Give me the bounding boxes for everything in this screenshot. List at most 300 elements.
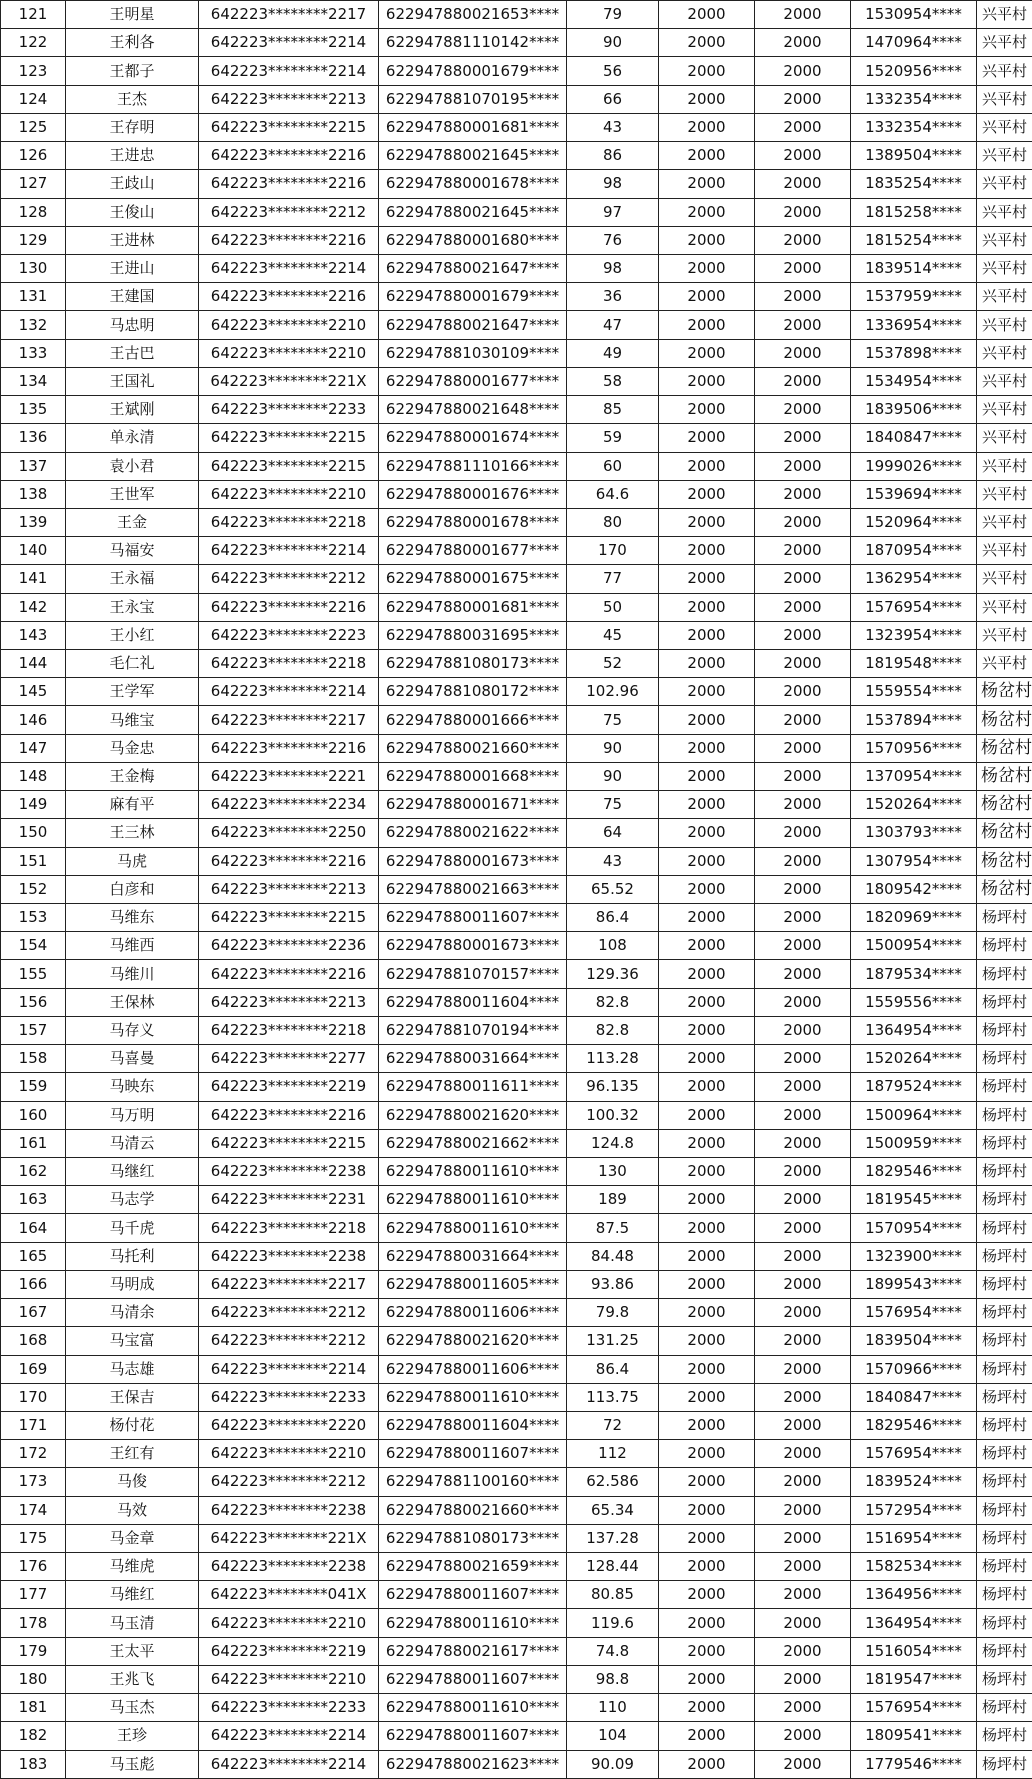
area-cell: 102.96 — [567, 678, 659, 706]
bank-account-cell: 622947880021648**** — [379, 396, 567, 424]
bank-account-cell: 622947881070194**** — [379, 1016, 567, 1044]
phone-cell: 1332354**** — [851, 85, 977, 113]
row-number: 181 — [1, 1694, 66, 1722]
village-cell: 兴平村 — [977, 198, 1032, 226]
row-number: 135 — [1, 396, 66, 424]
name-cell: 王建国 — [66, 283, 199, 311]
name-cell: 王红有 — [66, 1440, 199, 1468]
bank-account-cell: 622947880021647**** — [379, 254, 567, 282]
area-cell: 189 — [567, 1186, 659, 1214]
area-cell: 49 — [567, 339, 659, 367]
amount-cell: 2000 — [659, 932, 755, 960]
id-number-cell: 642223********2214 — [199, 678, 379, 706]
name-cell: 马金章 — [66, 1524, 199, 1552]
area-cell: 98 — [567, 254, 659, 282]
amount-cell: 2000 — [659, 1637, 755, 1665]
id-number-cell: 642223********2213 — [199, 988, 379, 1016]
phone-cell: 1332354**** — [851, 113, 977, 141]
id-number-cell: 642223********2218 — [199, 1214, 379, 1242]
phone-cell: 1870954**** — [851, 537, 977, 565]
area-cell: 52 — [567, 650, 659, 678]
bank-account-cell: 622947880011604**** — [379, 1411, 567, 1439]
area-cell: 47 — [567, 311, 659, 339]
bank-account-cell: 622947880021653**** — [379, 1, 567, 29]
row-number: 183 — [1, 1750, 66, 1778]
name-cell: 马维红 — [66, 1581, 199, 1609]
phone-cell: 1840847**** — [851, 1383, 977, 1411]
id-number-cell: 642223********2216 — [199, 283, 379, 311]
id-number-cell: 642223********2216 — [199, 593, 379, 621]
bank-account-cell: 622947880011607**** — [379, 1440, 567, 1468]
bank-account-cell: 622947880021663**** — [379, 875, 567, 903]
amount-cell: 2000 — [659, 57, 755, 85]
area-cell: 110 — [567, 1694, 659, 1722]
row-number: 170 — [1, 1383, 66, 1411]
bank-account-cell: 622947880011610**** — [379, 1694, 567, 1722]
id-number-cell: 642223********2210 — [199, 1609, 379, 1637]
village-cell: 杨坪村 — [977, 1101, 1032, 1129]
village-cell: 杨坪村 — [977, 904, 1032, 932]
amount-cell: 2000 — [659, 452, 755, 480]
amount-cell: 2000 — [755, 1524, 851, 1552]
id-number-cell: 642223********2210 — [199, 1440, 379, 1468]
name-cell: 马玉杰 — [66, 1694, 199, 1722]
phone-cell: 1840847**** — [851, 424, 977, 452]
table-row — [1, 1242, 1032, 1270]
village-cell: 杨坪村 — [977, 988, 1032, 1016]
row-number: 168 — [1, 1327, 66, 1355]
table-row — [1, 537, 1032, 565]
amount-cell: 2000 — [659, 113, 755, 141]
amount-cell: 2000 — [755, 1750, 851, 1778]
amount-cell: 2000 — [659, 1553, 755, 1581]
village-cell: 兴平村 — [977, 537, 1032, 565]
bank-account-cell: 622947880021645**** — [379, 198, 567, 226]
phone-cell: 1819548**** — [851, 650, 977, 678]
phone-cell: 1809542**** — [851, 875, 977, 903]
name-cell: 王学军 — [66, 678, 199, 706]
amount-cell: 2000 — [755, 932, 851, 960]
amount-cell: 2000 — [755, 1101, 851, 1129]
bank-account-cell: 622947880011610**** — [379, 1609, 567, 1637]
village-cell: 杨坪村 — [977, 1581, 1032, 1609]
row-number: 179 — [1, 1637, 66, 1665]
name-cell: 王世军 — [66, 480, 199, 508]
village-cell: 杨岔村 — [977, 875, 1032, 903]
id-number-cell: 642223********2216 — [199, 142, 379, 170]
amount-cell: 2000 — [755, 1609, 851, 1637]
table-row — [1, 1045, 1032, 1073]
table-row — [1, 1694, 1032, 1722]
village-cell: 兴平村 — [977, 283, 1032, 311]
village-cell: 杨坪村 — [977, 960, 1032, 988]
phone-cell: 1323954**** — [851, 621, 977, 649]
amount-cell: 2000 — [659, 1750, 755, 1778]
village-cell: 杨岔村 — [977, 819, 1032, 847]
amount-cell: 2000 — [659, 1383, 755, 1411]
row-number: 124 — [1, 85, 66, 113]
table-row — [1, 339, 1032, 367]
table-row — [1, 198, 1032, 226]
id-number-cell: 642223********2210 — [199, 1665, 379, 1693]
id-number-cell: 642223********2217 — [199, 1270, 379, 1298]
amount-cell: 2000 — [659, 1270, 755, 1298]
table-row — [1, 508, 1032, 536]
phone-cell: 1879534**** — [851, 960, 977, 988]
amount-cell: 2000 — [659, 311, 755, 339]
amount-cell: 2000 — [659, 1157, 755, 1185]
amount-cell: 2000 — [659, 762, 755, 790]
area-cell: 79 — [567, 1, 659, 29]
amount-cell: 2000 — [755, 396, 851, 424]
phone-cell: 1539694**** — [851, 480, 977, 508]
village-cell: 杨坪村 — [977, 1553, 1032, 1581]
id-number-cell: 642223********2218 — [199, 650, 379, 678]
row-number: 171 — [1, 1411, 66, 1439]
name-cell: 马喜曼 — [66, 1045, 199, 1073]
bank-account-cell: 622947880001678**** — [379, 508, 567, 536]
amount-cell: 2000 — [755, 706, 851, 734]
amount-cell: 2000 — [659, 396, 755, 424]
row-number: 153 — [1, 904, 66, 932]
name-cell: 王永宝 — [66, 593, 199, 621]
amount-cell: 2000 — [659, 85, 755, 113]
table-row — [1, 565, 1032, 593]
area-cell: 62.586 — [567, 1468, 659, 1496]
phone-cell: 1559554**** — [851, 678, 977, 706]
row-number: 146 — [1, 706, 66, 734]
amount-cell: 2000 — [755, 198, 851, 226]
name-cell: 王进忠 — [66, 142, 199, 170]
table-row — [1, 1440, 1032, 1468]
amount-cell: 2000 — [755, 593, 851, 621]
id-number-cell: 642223********2214 — [199, 254, 379, 282]
village-cell: 杨岔村 — [977, 678, 1032, 706]
name-cell: 王存明 — [66, 113, 199, 141]
phone-cell: 1500959**** — [851, 1129, 977, 1157]
bank-account-cell: 622947880031664**** — [379, 1242, 567, 1270]
area-cell: 59 — [567, 424, 659, 452]
name-cell: 袁小君 — [66, 452, 199, 480]
name-cell: 马忠明 — [66, 311, 199, 339]
phone-cell: 1576954**** — [851, 593, 977, 621]
area-cell: 64.6 — [567, 480, 659, 508]
id-number-cell: 642223********2214 — [199, 537, 379, 565]
bank-account-cell: 622947881080173**** — [379, 650, 567, 678]
row-number: 147 — [1, 734, 66, 762]
amount-cell: 2000 — [755, 1186, 851, 1214]
village-cell: 杨坪村 — [977, 1129, 1032, 1157]
area-cell: 97 — [567, 198, 659, 226]
name-cell: 王进林 — [66, 226, 199, 254]
area-cell: 75 — [567, 706, 659, 734]
row-number: 164 — [1, 1214, 66, 1242]
name-cell: 马玉清 — [66, 1609, 199, 1637]
bank-account-cell: 622947881100160**** — [379, 1468, 567, 1496]
row-number: 152 — [1, 875, 66, 903]
phone-cell: 1516054**** — [851, 1637, 977, 1665]
table-row — [1, 1609, 1032, 1637]
table-row — [1, 480, 1032, 508]
area-cell: 58 — [567, 367, 659, 395]
id-number-cell: 642223********2216 — [199, 960, 379, 988]
amount-cell: 2000 — [659, 1299, 755, 1327]
id-number-cell: 642223********2231 — [199, 1186, 379, 1214]
phone-cell: 1537898**** — [851, 339, 977, 367]
area-cell: 43 — [567, 113, 659, 141]
id-number-cell: 642223********2212 — [199, 1299, 379, 1327]
area-cell: 100.32 — [567, 1101, 659, 1129]
name-cell: 王太平 — [66, 1637, 199, 1665]
amount-cell: 2000 — [659, 1214, 755, 1242]
row-number: 122 — [1, 29, 66, 57]
name-cell: 马明成 — [66, 1270, 199, 1298]
bank-account-cell: 622947880011604**** — [379, 988, 567, 1016]
row-number: 131 — [1, 283, 66, 311]
row-number: 121 — [1, 1, 66, 29]
row-number: 180 — [1, 1665, 66, 1693]
amount-cell: 2000 — [659, 904, 755, 932]
bank-account-cell: 622947880021660**** — [379, 734, 567, 762]
row-number: 145 — [1, 678, 66, 706]
row-number: 173 — [1, 1468, 66, 1496]
area-cell: 98.8 — [567, 1665, 659, 1693]
amount-cell: 2000 — [659, 565, 755, 593]
amount-cell: 2000 — [755, 537, 851, 565]
table-row — [1, 678, 1032, 706]
amount-cell: 2000 — [659, 480, 755, 508]
id-number-cell: 642223********2216 — [199, 1101, 379, 1129]
area-cell: 170 — [567, 537, 659, 565]
name-cell: 马宝富 — [66, 1327, 199, 1355]
amount-cell: 2000 — [659, 678, 755, 706]
table-row — [1, 819, 1032, 847]
id-number-cell: 642223********2215 — [199, 1129, 379, 1157]
id-number-cell: 642223********2213 — [199, 875, 379, 903]
area-cell: 119.6 — [567, 1609, 659, 1637]
row-number: 167 — [1, 1299, 66, 1327]
village-cell: 兴平村 — [977, 593, 1032, 621]
amount-cell: 2000 — [755, 480, 851, 508]
amount-cell: 2000 — [755, 311, 851, 339]
phone-cell: 1576954**** — [851, 1694, 977, 1722]
amount-cell: 2000 — [659, 734, 755, 762]
id-number-cell: 642223********2212 — [199, 565, 379, 593]
area-cell: 98 — [567, 170, 659, 198]
phone-cell: 1819547**** — [851, 1665, 977, 1693]
name-cell: 马维西 — [66, 932, 199, 960]
area-cell: 64 — [567, 819, 659, 847]
bank-account-cell: 622947880001681**** — [379, 593, 567, 621]
phone-cell: 1779546**** — [851, 1750, 977, 1778]
village-cell: 兴平村 — [977, 367, 1032, 395]
village-cell: 杨坪村 — [977, 1609, 1032, 1637]
phone-cell: 1879524**** — [851, 1073, 977, 1101]
row-number: 139 — [1, 508, 66, 536]
village-cell: 杨坪村 — [977, 1242, 1032, 1270]
phone-cell: 1307954**** — [851, 847, 977, 875]
area-cell: 128.44 — [567, 1553, 659, 1581]
bank-account-cell: 622947880011610**** — [379, 1383, 567, 1411]
id-number-cell: 642223********2214 — [199, 1355, 379, 1383]
bank-account-cell: 622947880031664**** — [379, 1045, 567, 1073]
table-row — [1, 847, 1032, 875]
table-row — [1, 396, 1032, 424]
name-cell: 王兆飞 — [66, 1665, 199, 1693]
village-cell: 兴平村 — [977, 339, 1032, 367]
table-body — [1, 1, 1032, 1779]
row-number: 169 — [1, 1355, 66, 1383]
row-number: 163 — [1, 1186, 66, 1214]
phone-cell: 1835254**** — [851, 170, 977, 198]
area-cell: 45 — [567, 621, 659, 649]
name-cell: 马玉彪 — [66, 1750, 199, 1778]
phone-cell: 1809541**** — [851, 1722, 977, 1750]
area-cell: 86 — [567, 142, 659, 170]
table-row — [1, 988, 1032, 1016]
area-cell: 66 — [567, 85, 659, 113]
table-row — [1, 1299, 1032, 1327]
id-number-cell: 642223********2212 — [199, 1468, 379, 1496]
amount-cell: 2000 — [755, 762, 851, 790]
name-cell: 王杰 — [66, 85, 199, 113]
phone-cell: 1520264**** — [851, 1045, 977, 1073]
id-number-cell: 642223********221X — [199, 1524, 379, 1552]
area-cell: 50 — [567, 593, 659, 621]
id-number-cell: 642223********2233 — [199, 1383, 379, 1411]
village-cell: 兴平村 — [977, 254, 1032, 282]
village-cell: 兴平村 — [977, 170, 1032, 198]
table-row — [1, 1073, 1032, 1101]
phone-cell: 1362954**** — [851, 565, 977, 593]
amount-cell: 2000 — [659, 593, 755, 621]
name-cell: 毛仁礼 — [66, 650, 199, 678]
phone-cell: 1815258**** — [851, 198, 977, 226]
phone-cell: 1336954**** — [851, 311, 977, 339]
amount-cell: 2000 — [755, 57, 851, 85]
name-cell: 马维虎 — [66, 1553, 199, 1581]
amount-cell: 2000 — [755, 1, 851, 29]
phone-cell: 1829546**** — [851, 1157, 977, 1185]
id-number-cell: 642223********2233 — [199, 1694, 379, 1722]
area-cell: 90 — [567, 734, 659, 762]
amount-cell: 2000 — [755, 1411, 851, 1439]
id-number-cell: 642223********2210 — [199, 339, 379, 367]
amount-cell: 2000 — [659, 198, 755, 226]
area-cell: 90.09 — [567, 1750, 659, 1778]
amount-cell: 2000 — [659, 1694, 755, 1722]
village-cell: 杨坪村 — [977, 932, 1032, 960]
name-cell: 王古巴 — [66, 339, 199, 367]
amount-cell: 2000 — [659, 226, 755, 254]
id-number-cell: 642223********2215 — [199, 113, 379, 141]
id-number-cell: 642223********2214 — [199, 1750, 379, 1778]
id-number-cell: 642223********2217 — [199, 706, 379, 734]
bank-account-cell: 622947881080172**** — [379, 678, 567, 706]
id-number-cell: 642223********2223 — [199, 621, 379, 649]
bank-account-cell: 622947880011607**** — [379, 1581, 567, 1609]
id-number-cell: 642223********2215 — [199, 904, 379, 932]
area-cell: 108 — [567, 932, 659, 960]
area-cell: 90 — [567, 29, 659, 57]
row-number: 154 — [1, 932, 66, 960]
phone-cell: 1576954**** — [851, 1299, 977, 1327]
amount-cell: 2000 — [755, 254, 851, 282]
amount-cell: 2000 — [755, 1157, 851, 1185]
row-number: 176 — [1, 1553, 66, 1581]
village-cell: 兴平村 — [977, 424, 1032, 452]
name-cell: 王斌刚 — [66, 396, 199, 424]
area-cell: 76 — [567, 226, 659, 254]
phone-cell: 1364954**** — [851, 1016, 977, 1044]
table-row — [1, 1665, 1032, 1693]
area-cell: 113.28 — [567, 1045, 659, 1073]
phone-cell: 1999026**** — [851, 452, 977, 480]
amount-cell: 2000 — [659, 1609, 755, 1637]
area-cell: 137.28 — [567, 1524, 659, 1552]
table-row — [1, 311, 1032, 339]
area-cell: 56 — [567, 57, 659, 85]
table-row — [1, 1722, 1032, 1750]
amount-cell: 2000 — [755, 621, 851, 649]
name-cell: 杨付花 — [66, 1411, 199, 1439]
row-number: 136 — [1, 424, 66, 452]
area-cell: 65.52 — [567, 875, 659, 903]
area-cell: 65.34 — [567, 1496, 659, 1524]
bank-account-cell: 622947880021620**** — [379, 1327, 567, 1355]
phone-cell: 1303793**** — [851, 819, 977, 847]
amount-cell: 2000 — [755, 113, 851, 141]
amount-cell: 2000 — [755, 1440, 851, 1468]
id-number-cell: 642223********2210 — [199, 311, 379, 339]
row-number: 148 — [1, 762, 66, 790]
amount-cell: 2000 — [659, 1468, 755, 1496]
area-cell: 86.4 — [567, 904, 659, 932]
table-row — [1, 57, 1032, 85]
amount-cell: 2000 — [659, 1186, 755, 1214]
amount-cell: 2000 — [755, 1355, 851, 1383]
village-cell: 杨坪村 — [977, 1073, 1032, 1101]
bank-account-cell: 622947880001668**** — [379, 762, 567, 790]
amount-cell: 2000 — [659, 508, 755, 536]
village-cell: 兴平村 — [977, 565, 1032, 593]
amount-cell: 2000 — [659, 1, 755, 29]
area-cell: 77 — [567, 565, 659, 593]
village-cell: 杨坪村 — [977, 1157, 1032, 1185]
bank-account-cell: 622947881110166**** — [379, 452, 567, 480]
amount-cell: 2000 — [659, 29, 755, 57]
phone-cell: 1534954**** — [851, 367, 977, 395]
area-cell: 74.8 — [567, 1637, 659, 1665]
amount-cell: 2000 — [659, 1327, 755, 1355]
row-number: 161 — [1, 1129, 66, 1157]
table-row — [1, 932, 1032, 960]
bank-account-cell: 622947880001679**** — [379, 283, 567, 311]
village-cell: 杨岔村 — [977, 762, 1032, 790]
id-number-cell: 642223********041X — [199, 1581, 379, 1609]
amount-cell: 2000 — [755, 1242, 851, 1270]
id-number-cell: 642223********2212 — [199, 198, 379, 226]
amount-cell: 2000 — [755, 1637, 851, 1665]
id-number-cell: 642223********2214 — [199, 57, 379, 85]
amount-cell: 2000 — [659, 367, 755, 395]
name-cell: 马维川 — [66, 960, 199, 988]
phone-cell: 1572954**** — [851, 1496, 977, 1524]
row-number: 149 — [1, 791, 66, 819]
village-cell: 杨坪村 — [977, 1694, 1032, 1722]
bank-account-cell: 622947880001677**** — [379, 367, 567, 395]
amount-cell: 2000 — [755, 1045, 851, 1073]
